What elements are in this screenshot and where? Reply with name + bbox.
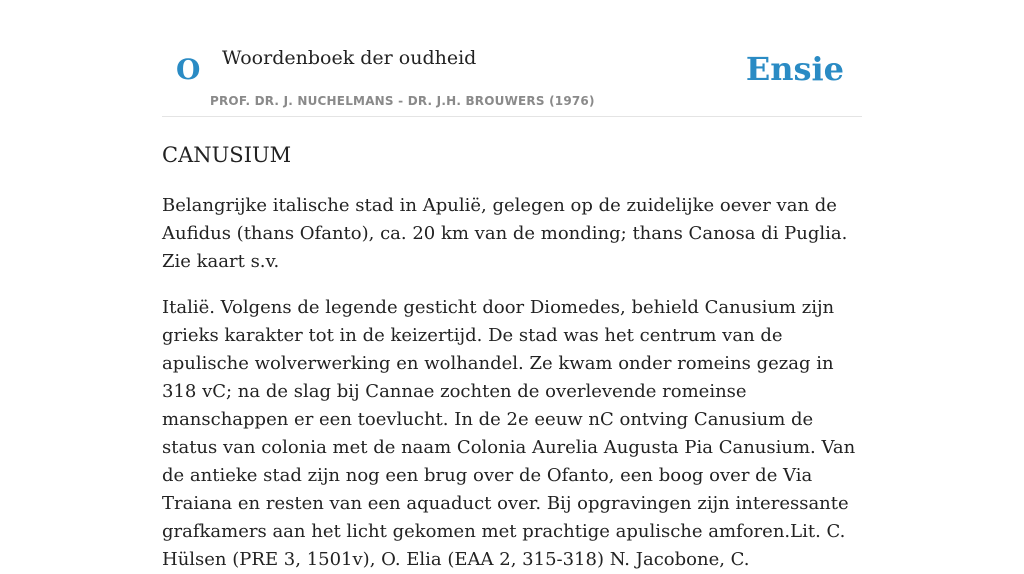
book-title[interactable]: Woordenboek der oudheid <box>222 47 477 69</box>
page-header <box>162 0 862 117</box>
entry-paragraph: Italië. Volgens de legende gesticht door Diomedes, behield Canusium zijn grieks karakter tot in de keizertijd. De stad was het centrum van de apulische wolverwerking en wolhandel. Ze kwam onder romeins gezag in 318 vC; na de slag bij Cannae zochten de overlevende romeinse manschappen er een toevlucht. In de 2e eeuw nC ontving Canusium de status van colonia met de naam Colonia Aurelia Augusta Pia Canusium. Van de antieke stad zijn nog een brug over de Ofanto, een boog over de Via Traiana en resten van een aquaduct over. Bij opgravingen zijn interessante grafkamers aan het licht gekomen met prachtige apulische amforen.Lit. C. Hülsen (PRE 3, 1501v), O. Elia (EAA 2, 315-318) N. Jacobone, C. <box>162 297 856 570</box>
letter-index[interactable]: O <box>176 53 201 86</box>
entry-title: CANUSIUM <box>162 143 292 167</box>
entry-paragraph: Belangrijke italische stad in Apulië, gelegen op de zuidelijke oever van de Aufidus (thans Ofanto), ca. 20 km van de monding; thans Canosa di Puglia. Zie kaart s.v. <box>162 195 848 272</box>
book-authors: PROF. DR. J. NUCHELMANS - DR. J.H. BROUWERS (1976) <box>210 94 595 108</box>
brand-logo[interactable]: Ensie <box>745 50 844 88</box>
entry-content <box>162 140 862 574</box>
